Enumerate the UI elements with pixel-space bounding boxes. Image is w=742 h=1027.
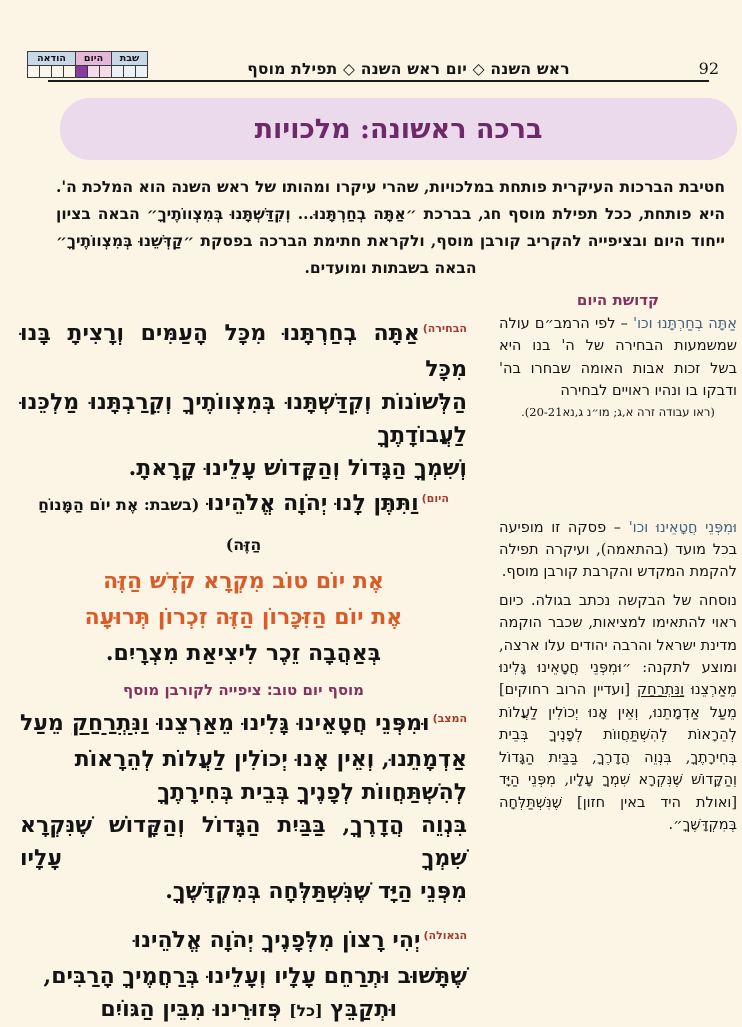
tab-cell[interactable] xyxy=(51,65,63,77)
prayer-line xyxy=(20,776,467,809)
margin-label: הגאולה) xyxy=(423,929,467,942)
text-segment: בִּנְוֵה הֲדָרֶךָ, בַּבַּיִת הַגָּדוֹל וְהַקָּדוֹשׁ שֶׁנִּקְרָא שִׁמְךָ עָלָיו xyxy=(20,812,467,871)
running-head: ראש השנה ◇ יום ראש השנה ◇ תפילת מוסף xyxy=(247,59,570,78)
commentary-lead-words: וּמִפְּנֵי חֲטָאֵינוּ וכו' xyxy=(628,519,738,536)
prayer-line xyxy=(20,924,467,960)
text-segment: נוסחה של הבקשה נכתב בגולה. כיום ראוי להתאימו למציאות, שכבר הוקמה מדינת ישראל והרבה יהודים עלו ארצה, ומוצע לתקנה: ״וּמִפְּנֵי חֲטָאֵינוּ גָּלִינוּ מֵאַרְצֵנוּ xyxy=(499,592,737,699)
text-segment: לְהִשְׁתַּחֲווֹת לְפָנֶיךָ בְּבֵית בְּחִירָתֶךָ xyxy=(157,779,467,805)
blessing-banner xyxy=(60,98,737,160)
commentary-paragraph xyxy=(499,313,737,421)
tab-הודאה[interactable]: הודאה xyxy=(28,52,75,65)
prayer-line xyxy=(20,599,467,635)
tab-cell[interactable] xyxy=(28,65,39,77)
text-segment: – לפי הרמב״ם עולה שמשמעות הבחירה של ה' בנו היא בשל זכות אבות האומה שבחרו בה' ודבקו בו ונהיו ראויים לבחירה xyxy=(499,316,737,400)
tab-cell[interactable] xyxy=(111,65,123,77)
blessing-banner-title: ברכה ראשונה: מלכויות xyxy=(254,113,543,145)
prayer-line xyxy=(20,993,467,1027)
main-column xyxy=(20,291,467,1027)
commentary-block xyxy=(499,313,737,421)
prayer-line xyxy=(20,317,467,386)
text-segment: אֶת יוֹם טוֹב מִקְרָא קֹדֶשׁ הַזֶּה xyxy=(103,568,384,594)
prayer-line xyxy=(20,809,467,875)
prayer-paragraph xyxy=(20,485,467,671)
text-segment: פְּזוּרֵינוּ מִבֵּין הַגּוֹיִם xyxy=(100,996,290,1022)
commentary-paragraph xyxy=(499,590,737,836)
page-wrap xyxy=(0,46,742,1027)
prayer-line xyxy=(20,386,467,452)
commentary-paragraph xyxy=(499,517,737,584)
text-segment: אֶת יוֹם הַזִּכָּרוֹן הַזֶּה זִכְרוֹן תְּרוּעָה xyxy=(84,604,403,630)
commentary-block xyxy=(499,517,737,837)
prayer-line xyxy=(20,452,467,485)
text-segment: הַלְּשׁוֹנוֹת וְקִדַּשְׁתָּנוּ בְּמִצְווֹתֶיךָ וְקֵרַבְתָּנוּ מַלְכֵּנוּ לַעֲבוֹדָתֶךָ xyxy=(20,389,467,448)
prayer-line xyxy=(20,707,467,743)
tab-cell[interactable] xyxy=(63,65,75,77)
commentary-lead-words: אַתָּה בְחַרְתָּנוּ וכו' xyxy=(633,316,737,332)
text-segment: שֶׁתָּשׁוּב וּתְרַחֵם עָלָיו וְעָלֵינוּ בְּרַחֲמֶיךָ הָרַבִּים, xyxy=(43,963,467,989)
text-segment: – פסקה זו מופיעה בכל מועד (בהתאמה), ועיקרה תפילה להקמת המקדש והקרבת קורבן מוסף. xyxy=(499,519,737,581)
commentary-column xyxy=(499,291,737,1027)
margin-label: הבחירה) xyxy=(422,322,467,335)
margin-label: המצב) xyxy=(432,712,467,725)
text-segment: (ראו עבודה זרה א,ג; מו״נ ג,נא20-21). xyxy=(521,404,715,419)
nav-tab-box[interactable] xyxy=(27,51,148,78)
commentary-blocks xyxy=(499,313,737,836)
tab-cell[interactable] xyxy=(135,65,147,77)
text-segment: אַדְמָתֵנוּ, וְאֵין אָנוּ יְכוֹלִין לַעֲלוֹת לְהֵרָאוֹת xyxy=(74,746,467,772)
prayer-subheader: מוסף יום טוב: ציפייה לקורבן מוסף xyxy=(122,681,365,699)
prayer-paragraph xyxy=(20,707,467,908)
text-segment: מִפְּנֵי הַיָּד שֶׁנִּשְׁתַּלְּחָה בְּמִקְדָּשֶׁךָ. xyxy=(165,878,467,904)
header-rule xyxy=(48,80,709,82)
prayer-paragraph xyxy=(20,924,467,1027)
tab-cell[interactable] xyxy=(99,65,111,77)
page-number: 92 xyxy=(698,59,719,78)
text-segment: אַתָּה בְחַרְתָּנוּ מִכָּל הָעַמִּים וְרָצִיתָ בָּנוּ מִכָּל xyxy=(20,320,467,382)
prayer-line xyxy=(20,960,467,993)
prayer-line xyxy=(20,743,467,776)
prayer-line xyxy=(20,635,467,671)
nav-tab-labels xyxy=(28,52,147,65)
tab-cell[interactable] xyxy=(87,65,99,77)
tab-cell[interactable] xyxy=(123,65,135,77)
text-segment: [כל] xyxy=(289,1001,323,1020)
section-header: קדושת היום xyxy=(576,291,660,309)
prayer-line xyxy=(20,563,467,599)
prayer-line xyxy=(20,485,467,563)
text-segment: וַתִּתֶּן לָנוּ יְהֹוָה אֱלֹהֵינוּ xyxy=(199,490,419,516)
content-area xyxy=(20,291,737,1027)
margin-label: היום) xyxy=(421,492,449,505)
nav-tab-cells xyxy=(28,65,147,77)
tab-שבת[interactable]: שבת xyxy=(111,52,147,65)
text-segment: וּתְקַבֵּץ xyxy=(322,996,397,1022)
text-segment: יְהִי רָצוֹן מִלְּפָנֶיךָ יְהֹוָה אֱלֹהֵינוּ xyxy=(133,927,421,953)
nav-tab-wrap xyxy=(20,51,148,78)
intro-paragraph: חטיבת הברכות העיקרית פותחת במלכויות, שהרי עיקרו ומהותו של ראש השנה הוא המלכת ה'. היא פותחת, ככל תפילת מוסף חג, בברכת ״אַתָּה בְחַרְתָּנוּ... וְקִדַּשְׁתָּנוּ בְּמִצְווֹתֶיךָ״ הבאה בציון ייחוד היום ובציפייה להקריב קורבן מוסף, ולקראת חתימת הברכה בפסקת ״קַדְּשֵׁנוּ בְּמִצְווֹתֶיךָ״ הבאה בשבתות ומועדים. xyxy=(56,177,725,277)
tab-cell[interactable] xyxy=(39,65,51,77)
tab-cell[interactable] xyxy=(75,65,87,77)
prayer-line xyxy=(20,875,467,908)
text-segment: מֵעַל xyxy=(20,710,72,736)
tab-היום[interactable]: היום xyxy=(75,52,111,65)
text-segment: [ועדיין הרוב רחוקים] מֵעַל אַדְמָתֵנוּ, וְאֵין אָנוּ יְכוֹלִין לַעֲלוֹת לְהֵרָאוֹת לְהִשְׁתַּחֲווֹת לְפָנֶיךָ בְּבֵית בְּחִירָתֶךָ, בִּנְוֵה הֲדָרֶךָ, בַּבַּיִת הַגָּדוֹל וְהַקָּדוֹשׁ שֶׁנִּקְרָא שִׁמְךָ עָלָיו, מִפְּנֵי הַיָּד [ואולת היד באין חזון] שֶׁנִּשְׁתַּלְּחָה בְּמִקְדָּשֶׁךָ״. xyxy=(499,682,737,833)
prayer-paragraph xyxy=(20,317,467,485)
text-segment: וַנִּתְרַחַק xyxy=(71,710,149,736)
text-segment: (בשבת: אֶת יוֹם הַמָּנוֹחַ הַזֶּה) xyxy=(38,495,262,554)
text-segment: וּמִפְּנֵי חֲטָאֵינוּ גָּלִינוּ מֵאַרְצֵנוּ xyxy=(148,710,430,736)
page-header xyxy=(20,46,737,78)
text-segment: וְשִׁמְךָ הַגָּדוֹל וְהַקָּדוֹשׁ עָלֵינוּ קָרָאתָ. xyxy=(128,455,467,481)
text-segment: בְּאַהֲבָה זֵכֶר לִיצִיאַת מִצְרָיִם. xyxy=(105,640,382,666)
siddur-page xyxy=(0,46,742,1022)
text-segment: וַנִּתְרַחַק xyxy=(636,682,685,699)
